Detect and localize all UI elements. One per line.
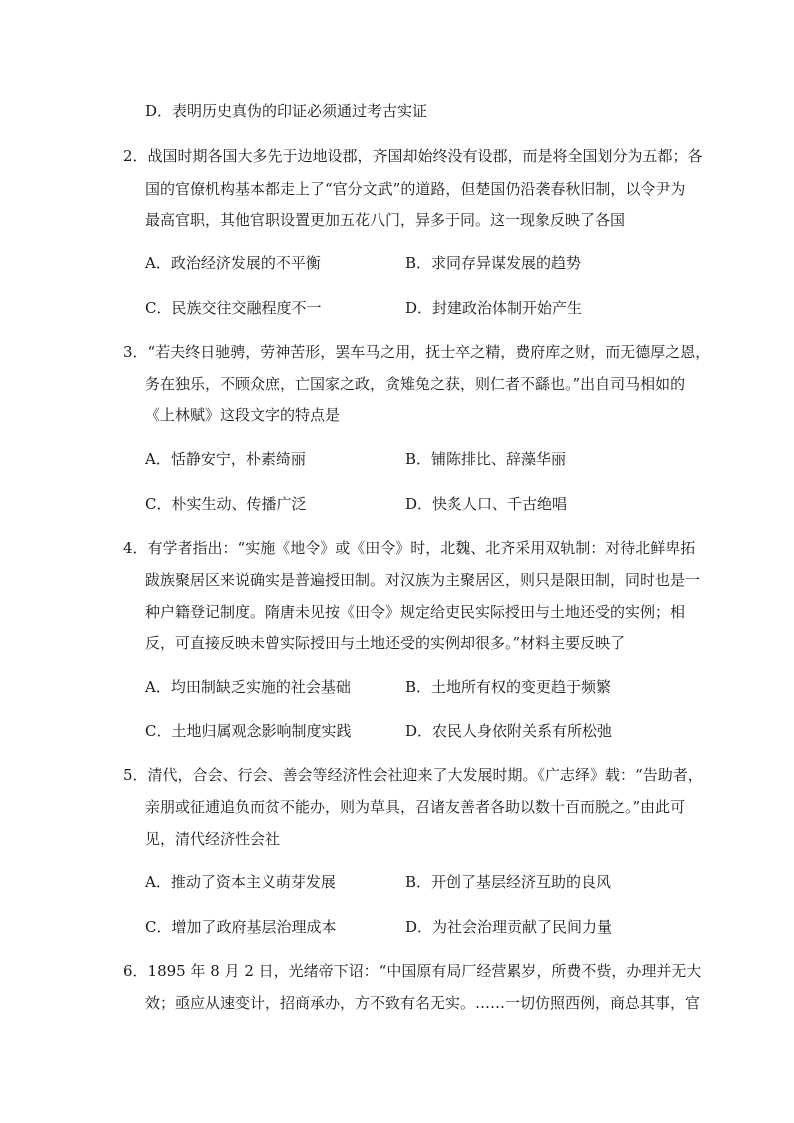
- q4-line-4: 反，可直接反映未曾实际授田与土地还受的实例却很多。”材料主要反映了: [145, 634, 626, 652]
- q3-option-a: A．恬静安宁，朴素绮丽: [145, 450, 306, 468]
- q6-line-1: [123, 961, 701, 981]
- q3-option-b: B．铺陈排比、辞藻华丽: [405, 450, 567, 468]
- q3-text-1: “若夫终日驰骋，劳神苦形，罢车马之用，抚士卒之精，费府库之财，而无德厚之恩，: [147, 343, 711, 361]
- q5-option-d: D．为社会治理贡献了民间力量: [405, 918, 613, 936]
- q4-option-a: A．均田制缺乏实施的社会基础: [145, 678, 351, 696]
- q5-option-c: C．增加了政府基层治理成本: [145, 918, 337, 936]
- q2-option-b: B．求同存异谋发展的趋势: [405, 254, 582, 272]
- q3-line-3: 《上林赋》这段文字的特点是: [145, 406, 341, 424]
- q5-line-2: 亲朋或征逋追负而贫不能办，则为草具，召诸友善者各助以数十百而脱之。”由此可: [145, 798, 686, 816]
- q2-line-1: [123, 146, 703, 166]
- q2-number: 2．: [123, 147, 148, 165]
- q2-option-a: A．政治经济发展的不平衡: [145, 254, 321, 272]
- q5-number: 5．: [123, 766, 148, 784]
- q4-text-1: 有学者指出：“实施《地令》或《田令》时，北魏、北齐采用双轨制：对待北鲜卑拓: [147, 539, 696, 557]
- q3-number: 3．: [123, 343, 148, 361]
- q5-line-3: 见，清代经济性会社: [145, 830, 281, 848]
- q4-option-b: B．土地所有权的变更趋于频繁: [405, 678, 612, 696]
- q2-text-1: 战国时期各国大多先于边地设郡，齐国却始终没有设郡，而是将全国划分为五都；各: [147, 147, 703, 165]
- q5-option-a: A．推动了资本主义萌芽发展: [145, 873, 336, 891]
- q3-option-d: D．快炙人口、千古绝唱: [405, 495, 568, 513]
- q3-option-c: C．朴实生动、传播广泛: [145, 495, 307, 513]
- q3-line-1: [123, 342, 710, 362]
- q6-number: 6．: [123, 962, 148, 980]
- q5-text-1: 清代，合会、行会、善会等经济性会社迎来了大发展时期。《广志绎》载：“告助者，: [147, 766, 703, 784]
- q4-line-3: 种户籍登记制度。隋唐未见按《田令》规定给吏民实际授田与土地还受的实例；相: [145, 603, 686, 621]
- q4-line-2: 跋族聚居区来说确实是普遍授田制。对汉族为主聚居区，则只是限田制，同时也是一: [145, 571, 701, 589]
- q2-line-3: 最高官职，其他官职设置更加五花八门，异多于同。这一现象反映了各国: [145, 211, 626, 229]
- q1-option-d: D．表明历史真伪的印证必须通过考古实证: [145, 102, 428, 120]
- q3-line-2: 务在独乐，不顾众庶，亡国家之政，贪雉兔之获，则仁者不繇也。”出自司马相如的: [145, 375, 686, 393]
- q4-option-c: C．土地归属观念影响制度实践: [145, 722, 352, 740]
- q4-number: 4．: [123, 539, 148, 557]
- q2-option-c: C．民族交往交融程度不一: [145, 299, 322, 317]
- q4-option-d: D．农民人身依附关系有所松弛: [405, 722, 613, 740]
- q2-option-d: D．封建政治体制开始产生: [405, 299, 583, 317]
- q6-line-2: 效；亟应从速变计，招商承办，方不致有名无实。……一切仿照西例，商总其事，官: [145, 994, 701, 1012]
- q6-text-1: 1895 年 8 月 2 日，光绪帝下诏：“中国原有局厂经营累岁，所费不赀，办理并无大: [147, 962, 702, 980]
- q5-line-1: [123, 765, 703, 785]
- q4-line-1: [123, 538, 695, 558]
- q2-line-2: 国的官僚机构基本都走上了“官分文武”的道路，但楚国仍沿袭春秋旧制，以令尹为: [145, 180, 686, 198]
- q5-option-b: B．开创了基层经济互助的良风: [405, 873, 612, 891]
